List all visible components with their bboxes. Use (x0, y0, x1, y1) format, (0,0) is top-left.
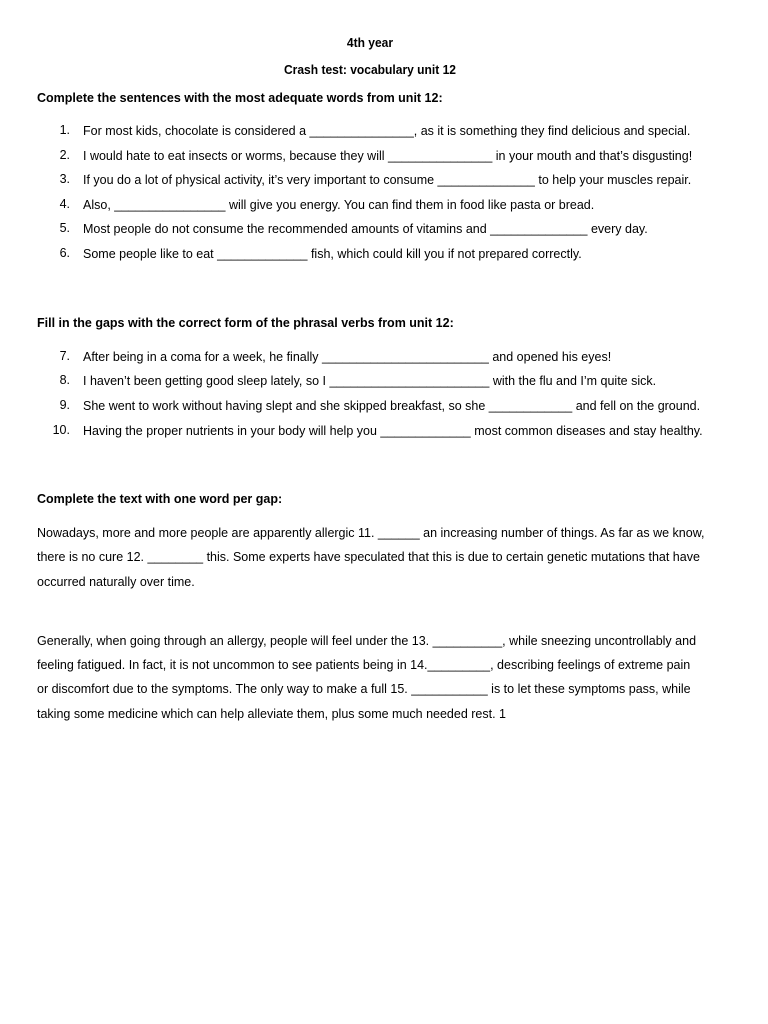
paragraph-line: Nowadays, more and more people are apparently allergic 11. ______ an increasing number of things. As far as we know, (37, 526, 705, 540)
item-number: 2. (59, 148, 70, 162)
item-number: 9. (59, 398, 70, 412)
item-text: I would hate to eat insects or worms, because they will _______________ in your mouth and that’s disgusting! (83, 149, 693, 163)
item-text: After being in a coma for a week, he finally ________________________ and opened his eyes! (83, 350, 612, 364)
item-number: 7. (59, 349, 70, 363)
section1-instruction: Complete the sentences with the most adequate words from unit 12: (37, 91, 443, 105)
item-number: 8. (59, 373, 70, 387)
item-number: 5. (59, 221, 70, 235)
year-heading: 4th year (346, 36, 394, 50)
item-number: 4. (59, 197, 70, 211)
paragraph-line: occurred naturally over time. (37, 575, 195, 589)
item-text: Also, ________________ will give you energy. You can find them in food like pasta or bread. (83, 198, 595, 212)
item-text: If you do a lot of physical activity, it’s very important to consume ______________ to help your muscles repair. (83, 173, 692, 187)
test-title: Crash test: vocabulary unit 12 (283, 63, 456, 77)
section2-instruction: Fill in the gaps with the correct form of the phrasal verbs from unit 12: (37, 316, 454, 330)
paragraph-line: Generally, when going through an allergy, people will feel under the 13. __________, while sneezing uncontrollably and (37, 634, 697, 648)
section3-instruction: Complete the text with one word per gap: (37, 492, 283, 506)
item-text: Some people like to eat _____________ fish, which could kill you if not prepared correctly. (83, 247, 582, 261)
item-number: 1. (59, 123, 70, 137)
item-text: She went to work without having slept and she skipped breakfast, so she ____________ and fell on the ground. (83, 399, 701, 413)
item-text: For most kids, chocolate is considered a _______________, as it is something they find delicious and special. (83, 124, 691, 138)
item-text: Most people do not consume the recommended amounts of vitamins and ______________ every day. (83, 222, 648, 236)
item-number: 6. (59, 246, 70, 260)
paragraph-line: taking some medicine which can help alleviate them, plus some much needed rest. 1 (37, 707, 507, 721)
paragraph-line: feeling fatigued. In fact, it is not uncommon to see patients being in 14._________, describing feelings of extreme pain (37, 658, 691, 672)
item-text: Having the proper nutrients in your body will help you _____________ most common diseases and stay healthy. (83, 424, 703, 438)
item-number: 10. (52, 423, 70, 437)
item-text: I haven’t been getting good sleep lately, so I _______________________ with the flu and I’m quite sick. (83, 374, 657, 388)
item-number: 3. (59, 172, 70, 186)
paragraph-line: there is no cure 12. ________ this. Some experts have speculated that this is due to certain genetic mutations that have (37, 550, 700, 564)
paragraph-line: or discomfort due to the symptoms. The only way to make a full 15. ___________ is to let these symptoms pass, while (37, 682, 691, 696)
